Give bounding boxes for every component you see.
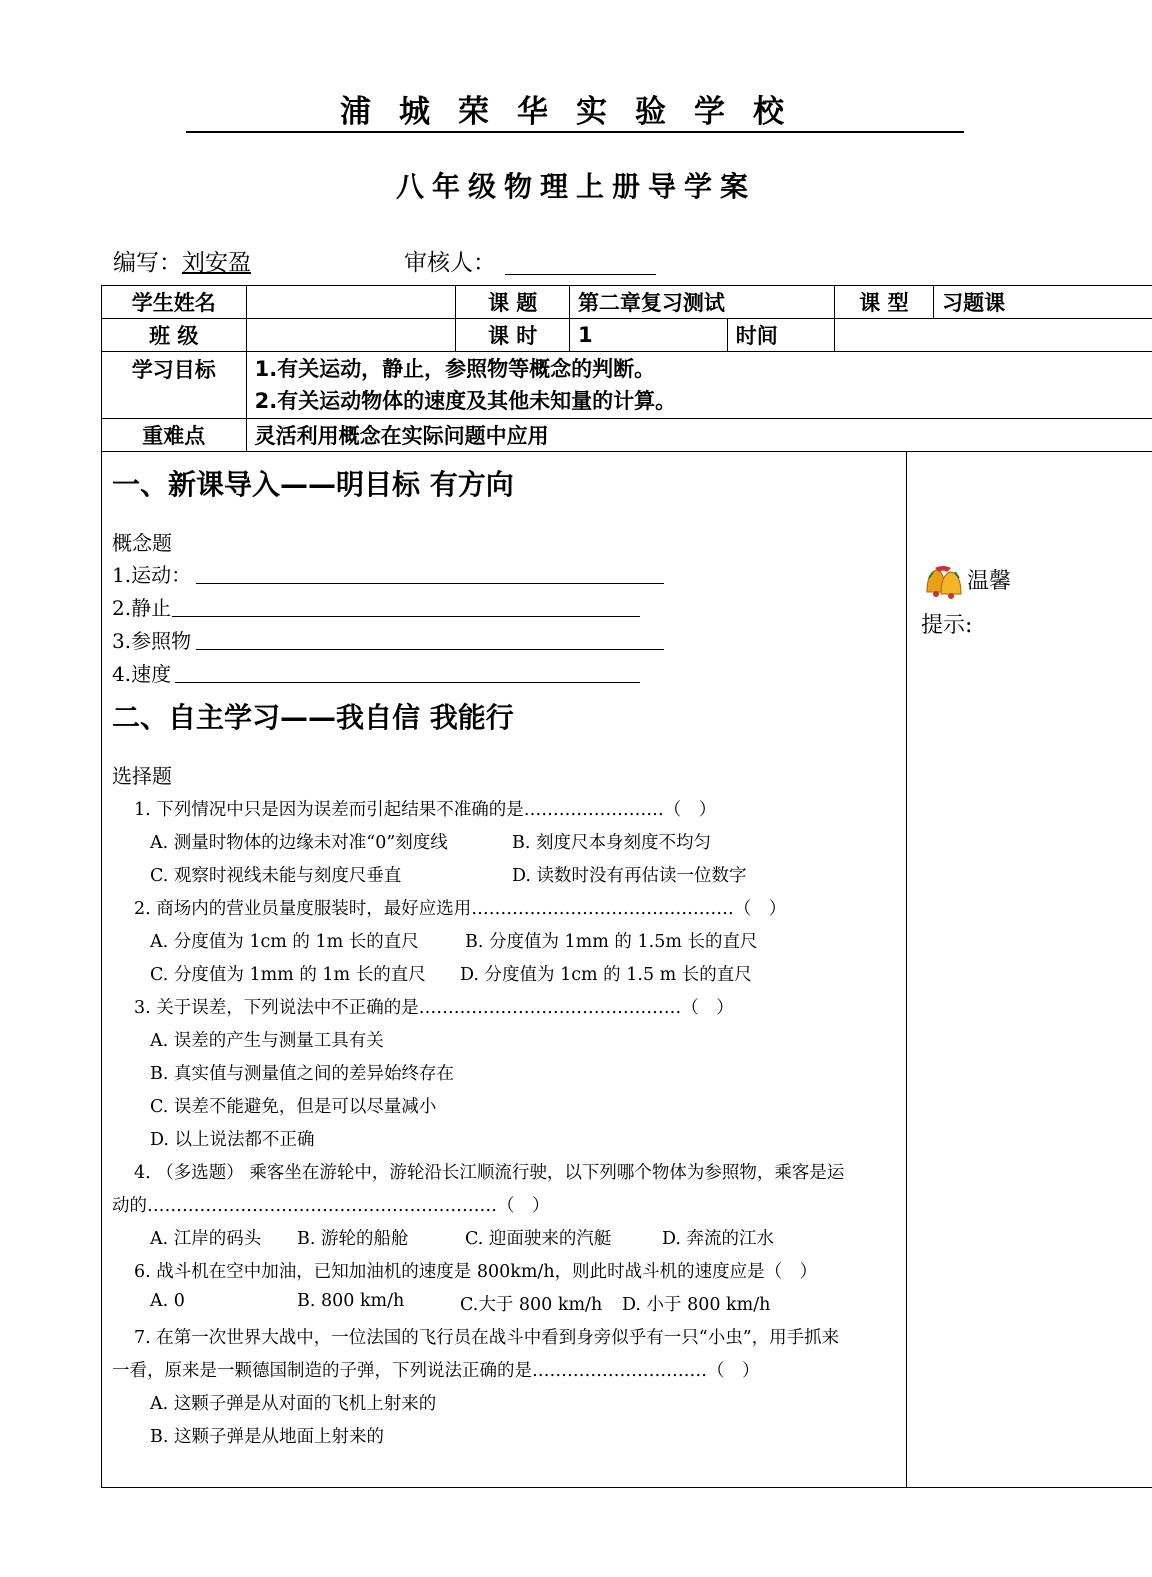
question-option: C.大于 800 km/h	[460, 1295, 603, 1315]
topic-label: 课 题	[456, 286, 570, 319]
period-value: 1	[569, 319, 727, 352]
question-stem: 4. （多选题） 乘客坐在游轮中，游轮沿长江顺流行驶，以下列哪个物体为参照物，乘客是运	[134, 1163, 845, 1183]
info-row-2	[102, 319, 1152, 352]
question-option: B. 800 km/h	[297, 1291, 405, 1311]
section1-heading: 一、新课导入——明目标 有方向	[112, 468, 514, 501]
school-name: 浦城荣华实验学校	[340, 94, 812, 130]
info-table	[101, 285, 1152, 452]
student-name-field	[246, 286, 456, 319]
question-option: D. 小于 800 km/h	[622, 1295, 771, 1315]
reviewer-label: 审核人：	[404, 250, 496, 276]
question-stem-continued: 动的……………………………………………………（ ）	[112, 1196, 550, 1216]
objectives-label: 学习目标	[102, 352, 247, 419]
question-option: A. 测量时物体的边缘未对准“0”刻度线	[150, 833, 448, 853]
bell-icon	[921, 562, 967, 602]
section2-subheading: 选择题	[112, 764, 172, 788]
answer-blank-line	[172, 616, 640, 617]
question-option: D. 奔流的江水	[662, 1229, 775, 1249]
tip-column-divider	[906, 451, 907, 1488]
question-option: A. 0	[150, 1291, 185, 1311]
question-option: A. 分度值为 1cm 的 1m 长的直尺	[150, 932, 419, 952]
question-option: C. 误差不能避免，但是可以尽量减小	[150, 1097, 437, 1117]
question-option: B. 这颗子弹是从地面上射来的	[150, 1427, 384, 1447]
concept-item: 2.静止	[112, 596, 172, 620]
student-name-label: 学生姓名	[102, 286, 247, 319]
author-line	[113, 244, 251, 277]
question-option: B. 分度值为 1mm 的 1.5m 长的直尺	[465, 932, 758, 952]
question-option: C. 迎面驶来的汽艇	[465, 1229, 612, 1249]
question-option: D. 以上说法都不正确	[150, 1130, 315, 1150]
section1-subheading: 概念题	[112, 531, 172, 555]
answer-blank-line	[196, 649, 664, 650]
question-option: D. 读数时没有再估读一位数字	[512, 866, 747, 886]
class-label: 班 级	[102, 319, 247, 352]
author-label: 编写：	[113, 250, 182, 276]
time-label: 时间	[727, 319, 834, 352]
topic-value: 第二章复习测试	[569, 286, 834, 319]
question-stem: 3. 关于误差，下列说法中不正确的是………………………………………（ ）	[134, 998, 734, 1018]
key-points-label: 重难点	[102, 419, 247, 452]
question-option: C. 分度值为 1mm 的 1m 长的直尺	[150, 965, 426, 985]
type-value: 习题课	[934, 286, 1152, 319]
school-underline	[186, 131, 964, 133]
objectives-cell	[246, 352, 1152, 419]
type-label: 课 型	[834, 286, 933, 319]
warm-tip	[921, 560, 1041, 648]
question-stem: 7. 在第一次世界大战中，一位法国的飞行员在战斗中看到身旁似乎有一只“小虫”，用手抓来	[134, 1328, 840, 1348]
period-label: 课 时	[456, 319, 570, 352]
question-option: B. 游轮的船舱	[297, 1229, 409, 1249]
concept-item: 1.运动：	[112, 563, 192, 587]
question-option: B. 真实值与测量值之间的差异始终存在	[150, 1064, 454, 1084]
question-option: A. 误差的产生与测量工具有关	[150, 1031, 384, 1051]
time-field	[834, 319, 1152, 352]
info-row-4	[102, 419, 1152, 452]
concept-item: 3.参照物	[112, 629, 192, 653]
question-stem: 1. 下列情况中只是因为误差而引起结果不准确的是……………………（ ）	[134, 800, 717, 820]
key-points-value: 灵活利用概念在实际问题中应用	[246, 419, 1152, 452]
concept-item: 4.速度	[112, 662, 172, 686]
question-stem: 2. 商场内的营业员量度服装时，最好应选用………………………………………（ ）	[134, 899, 787, 919]
question-stem-continued: 一看，原来是一颗德国制造的子弹，下列说法正确的是…………………………（ ）	[112, 1361, 760, 1381]
class-field	[246, 319, 456, 352]
info-row-3	[102, 352, 1152, 419]
question-option: B. 刻度尺本身刻度不均匀	[512, 833, 711, 853]
author-name: 刘安盈	[182, 250, 251, 276]
info-row-1	[102, 286, 1152, 319]
answer-blank-line	[196, 583, 664, 584]
objective-item: 1.有关运动，静止，参照物等概念的判断。	[254, 357, 656, 381]
answer-blank-line	[175, 682, 640, 683]
question-option: A. 这颗子弹是从对面的飞机上射来的	[150, 1394, 437, 1414]
section2-heading: 二、自主学习——我自信 我能行	[112, 701, 514, 734]
question-option: C. 观察时视线未能与刻度尺垂直	[150, 866, 402, 886]
reviewer-blank-line	[505, 274, 656, 275]
tip-text-2: 提示:	[921, 613, 973, 638]
objective-item: 2.有关运动物体的速度及其他未知量的计算。	[254, 389, 677, 413]
question-stem: 6. 战斗机在空中加油，已知加油机的速度是 800km/h，则此时战斗机的速度应是（ ）	[134, 1262, 818, 1282]
document-title: 八年级物理上册导学案	[395, 170, 756, 203]
tip-text-1: 温馨	[967, 569, 1012, 594]
question-option: A. 江岸的码头	[150, 1229, 262, 1249]
question-option: D. 分度值为 1cm 的 1.5 m 长的直尺	[460, 965, 752, 985]
